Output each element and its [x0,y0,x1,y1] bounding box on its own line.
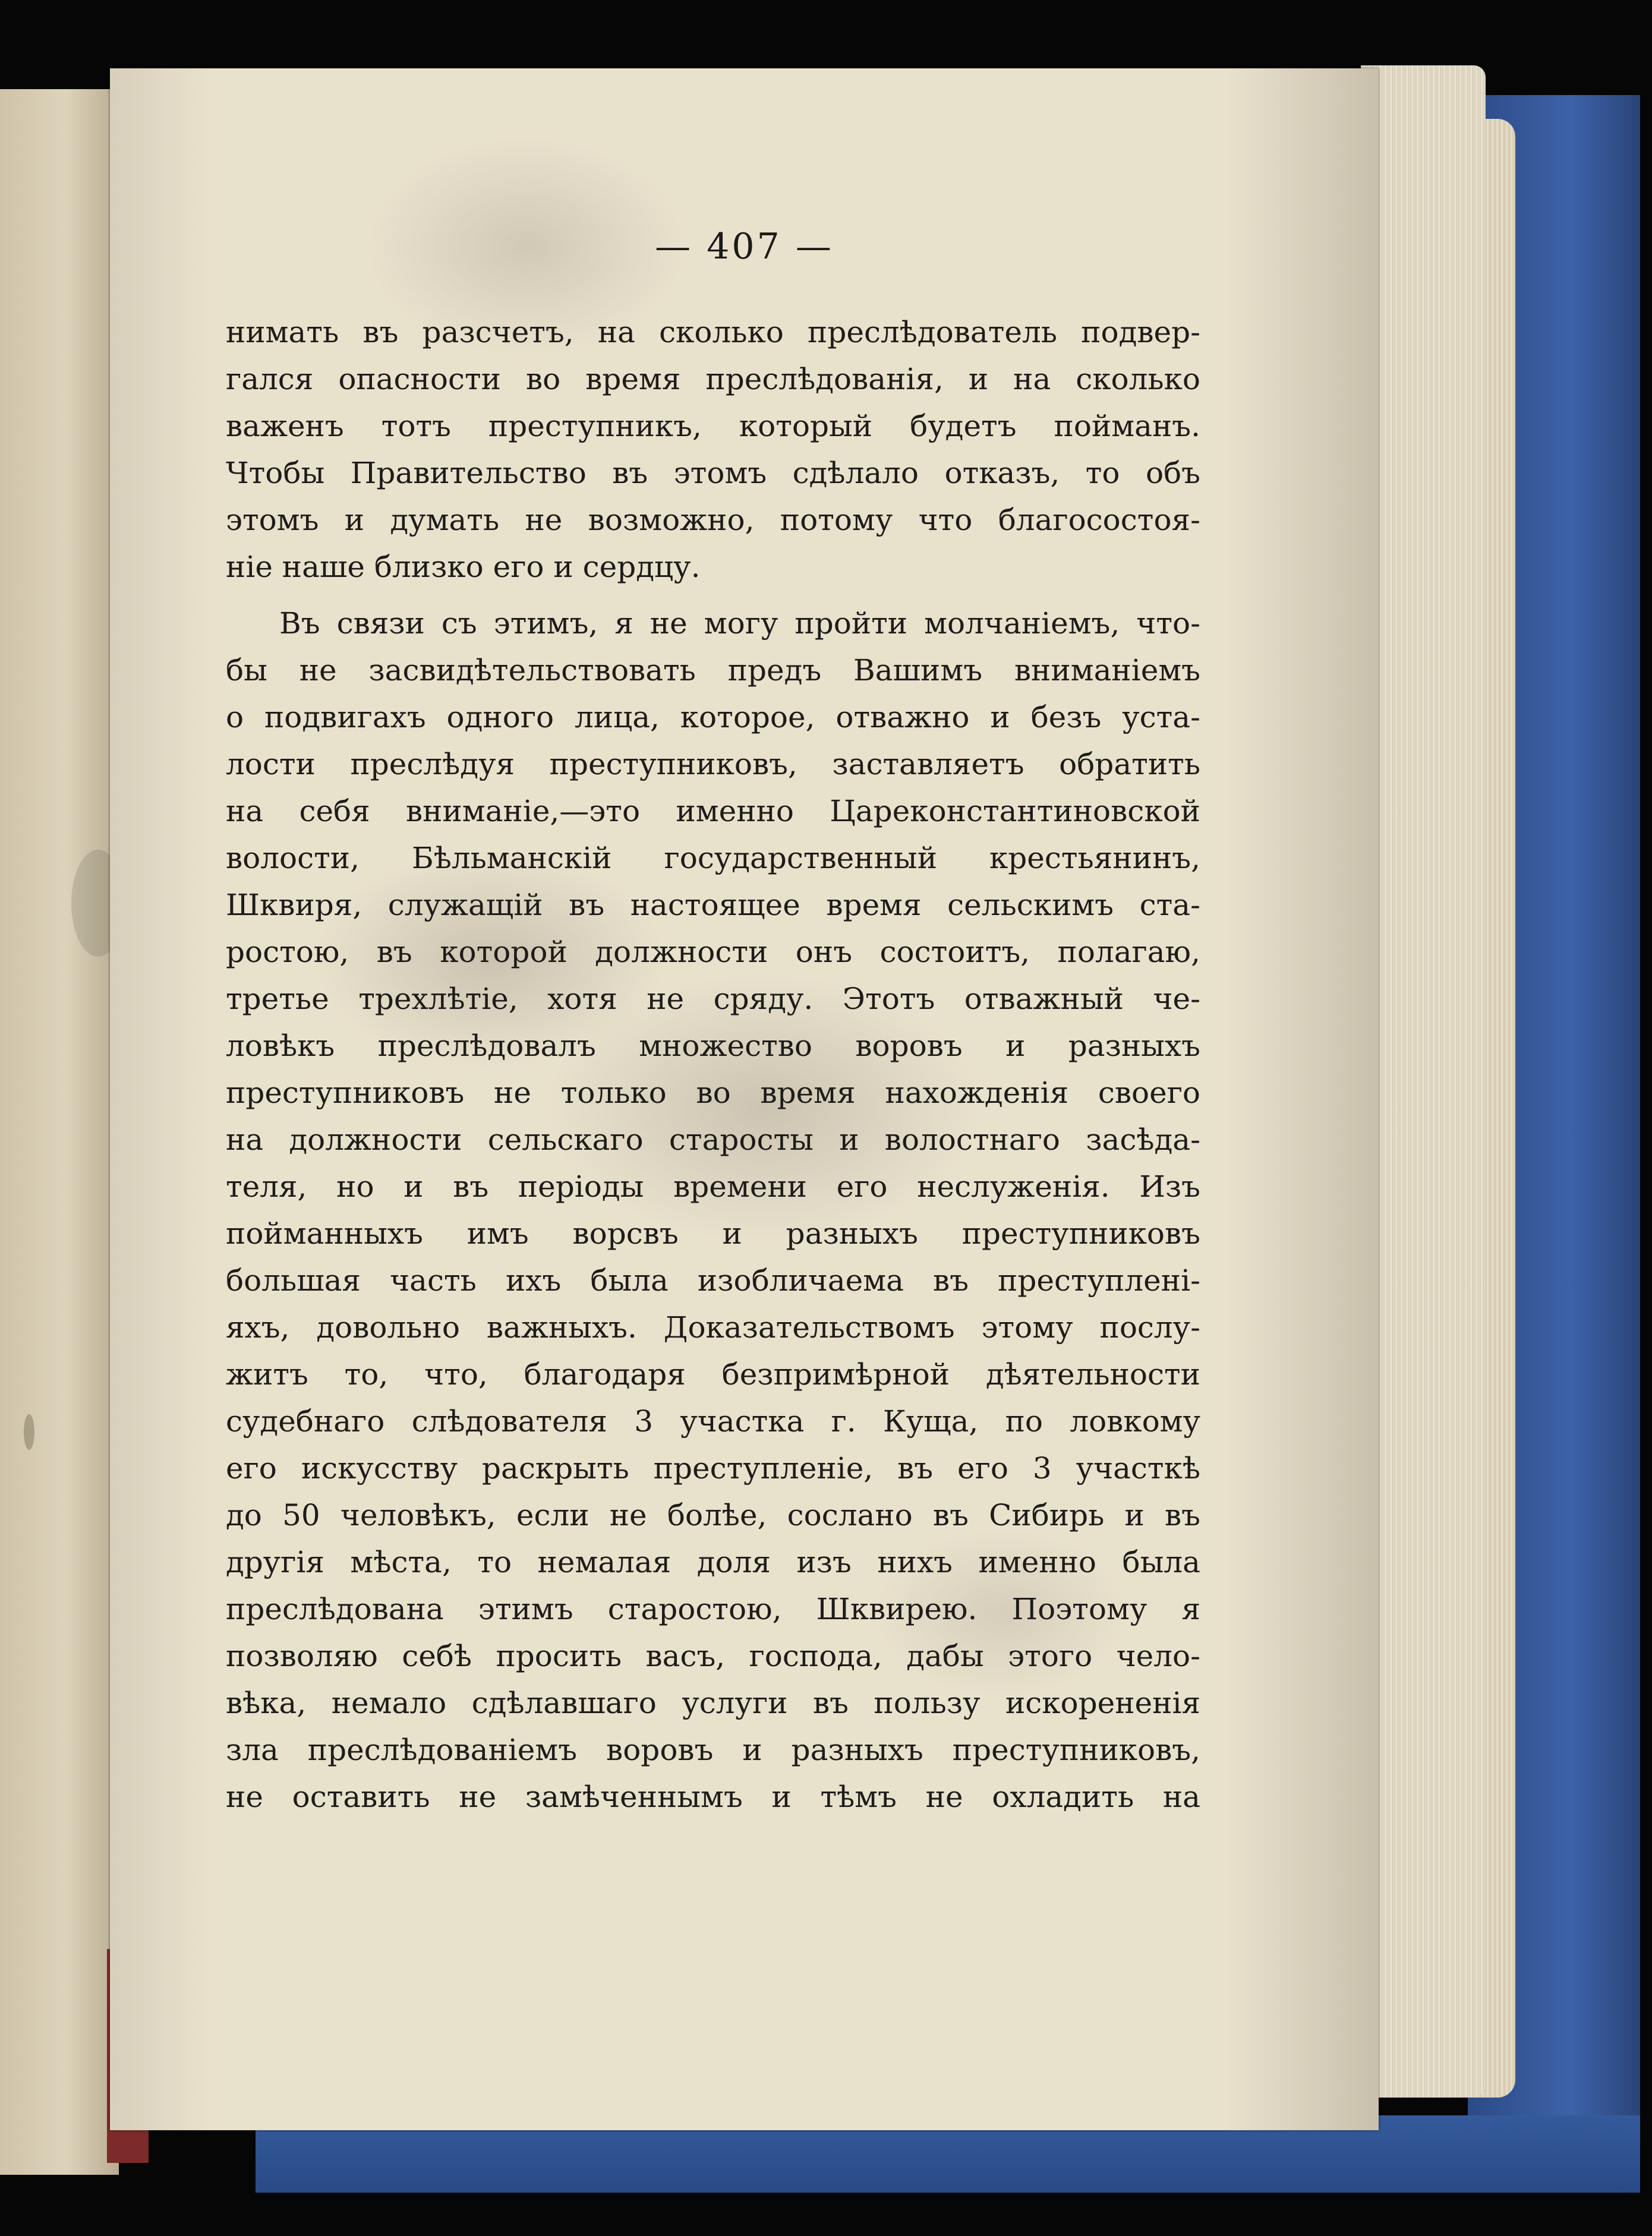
text-line: Шквиря, служащій въ настоящее время сельскимъ ста- [226,888,1200,922]
text-line: о подвигахъ одного лица, которое, отважно и безъ уста- [226,700,1200,734]
text-line: судебнаго слѣдователя 3 участка г. Куща, по ловкому [226,1404,1200,1439]
text-line: яхъ, довольно важныхъ. Доказательствомъ этому послу- [226,1310,1200,1345]
text-line: преступниковъ не только во время нахожденія своего [226,1076,1200,1110]
text-line: важенъ тотъ преступникъ, который будетъ пойманъ. [226,409,1200,443]
text-line: не оставить не замѣченнымъ и тѣмъ не охладить на [226,1780,1200,1814]
text-line: этомъ и думать не возможно, потому что благосостоя- [226,503,1200,537]
text-line: нимать въ разсчетъ, на сколько преслѣдователь подвер- [226,315,1200,349]
text-line: третье трехлѣтіе, хотя не сряду. Этотъ отважный че- [226,982,1200,1016]
text-line: теля, но и въ періоды времени его неслуженія. Изъ [226,1169,1200,1204]
text-line: позволяю себѣ просить васъ, господа, дабы этого чело- [226,1639,1200,1673]
text-line: зла преслѣдованіемъ воровъ и разныхъ преступниковъ, [226,1733,1200,1767]
text-line: большая часть ихъ была изобличаема въ преступлені- [226,1263,1200,1298]
text-line: на должности сельскаго старосты и волостнаго засѣда- [226,1122,1200,1157]
text-line: бы не засвидѣтельствовать предъ Вашимъ вниманіемъ [226,653,1200,687]
text-line: гался опасности во время преслѣдованія, и на сколько [226,362,1200,396]
page-number: — 407 — [655,226,834,267]
ink-stain [24,1414,34,1450]
text-line: другія мѣста, то немалая доля изъ нихъ именно была [226,1545,1200,1579]
text-line: вѣка, немало сдѣлавшаго услуги въ пользу искорененія [226,1686,1200,1720]
text-line: ніе наше близко его и сердцу. [226,550,701,584]
text-line: Чтобы Правительство въ этомъ сдѣлало отказъ, то объ [226,456,1200,490]
previous-page-edge [0,89,119,2175]
text-line: до 50 человѣкъ, если не болѣе, сослано въ Сибирь и въ [226,1498,1200,1532]
text-line: на себя вниманіе,—это именно Цареконстантиновской [226,794,1200,828]
text-line: житъ то, что, благодаря безпримѣрной дѣятельности [226,1357,1200,1392]
text-line: лости преслѣдуя преступниковъ, заставляетъ обратить [226,747,1200,781]
text-line: пойманныхъ имъ ворсвъ и разныхъ преступниковъ [226,1216,1200,1251]
text-line: волости, Бѣльманскій государственный крестьянинъ, [226,841,1200,875]
book-page [110,68,1379,2130]
text-line: ловѣкъ преслѣдовалъ множество воровъ и разныхъ [226,1029,1200,1063]
text-line: преслѣдована этимъ старостою, Шквирею. Поэтому я [226,1592,1200,1626]
text-line: ростою, въ которой должности онъ состоитъ, полагаю, [226,935,1200,969]
page-text [226,309,1200,1821]
page-edges [1361,65,1486,2098]
paragraph-gap [226,591,1200,600]
text-line: Въ связи съ этимъ, я не могу пройти молчаніемъ, что- [279,606,1200,641]
text-line: его искусству раскрыть преступленіе, въ его 3 участкѣ [226,1451,1200,1486]
